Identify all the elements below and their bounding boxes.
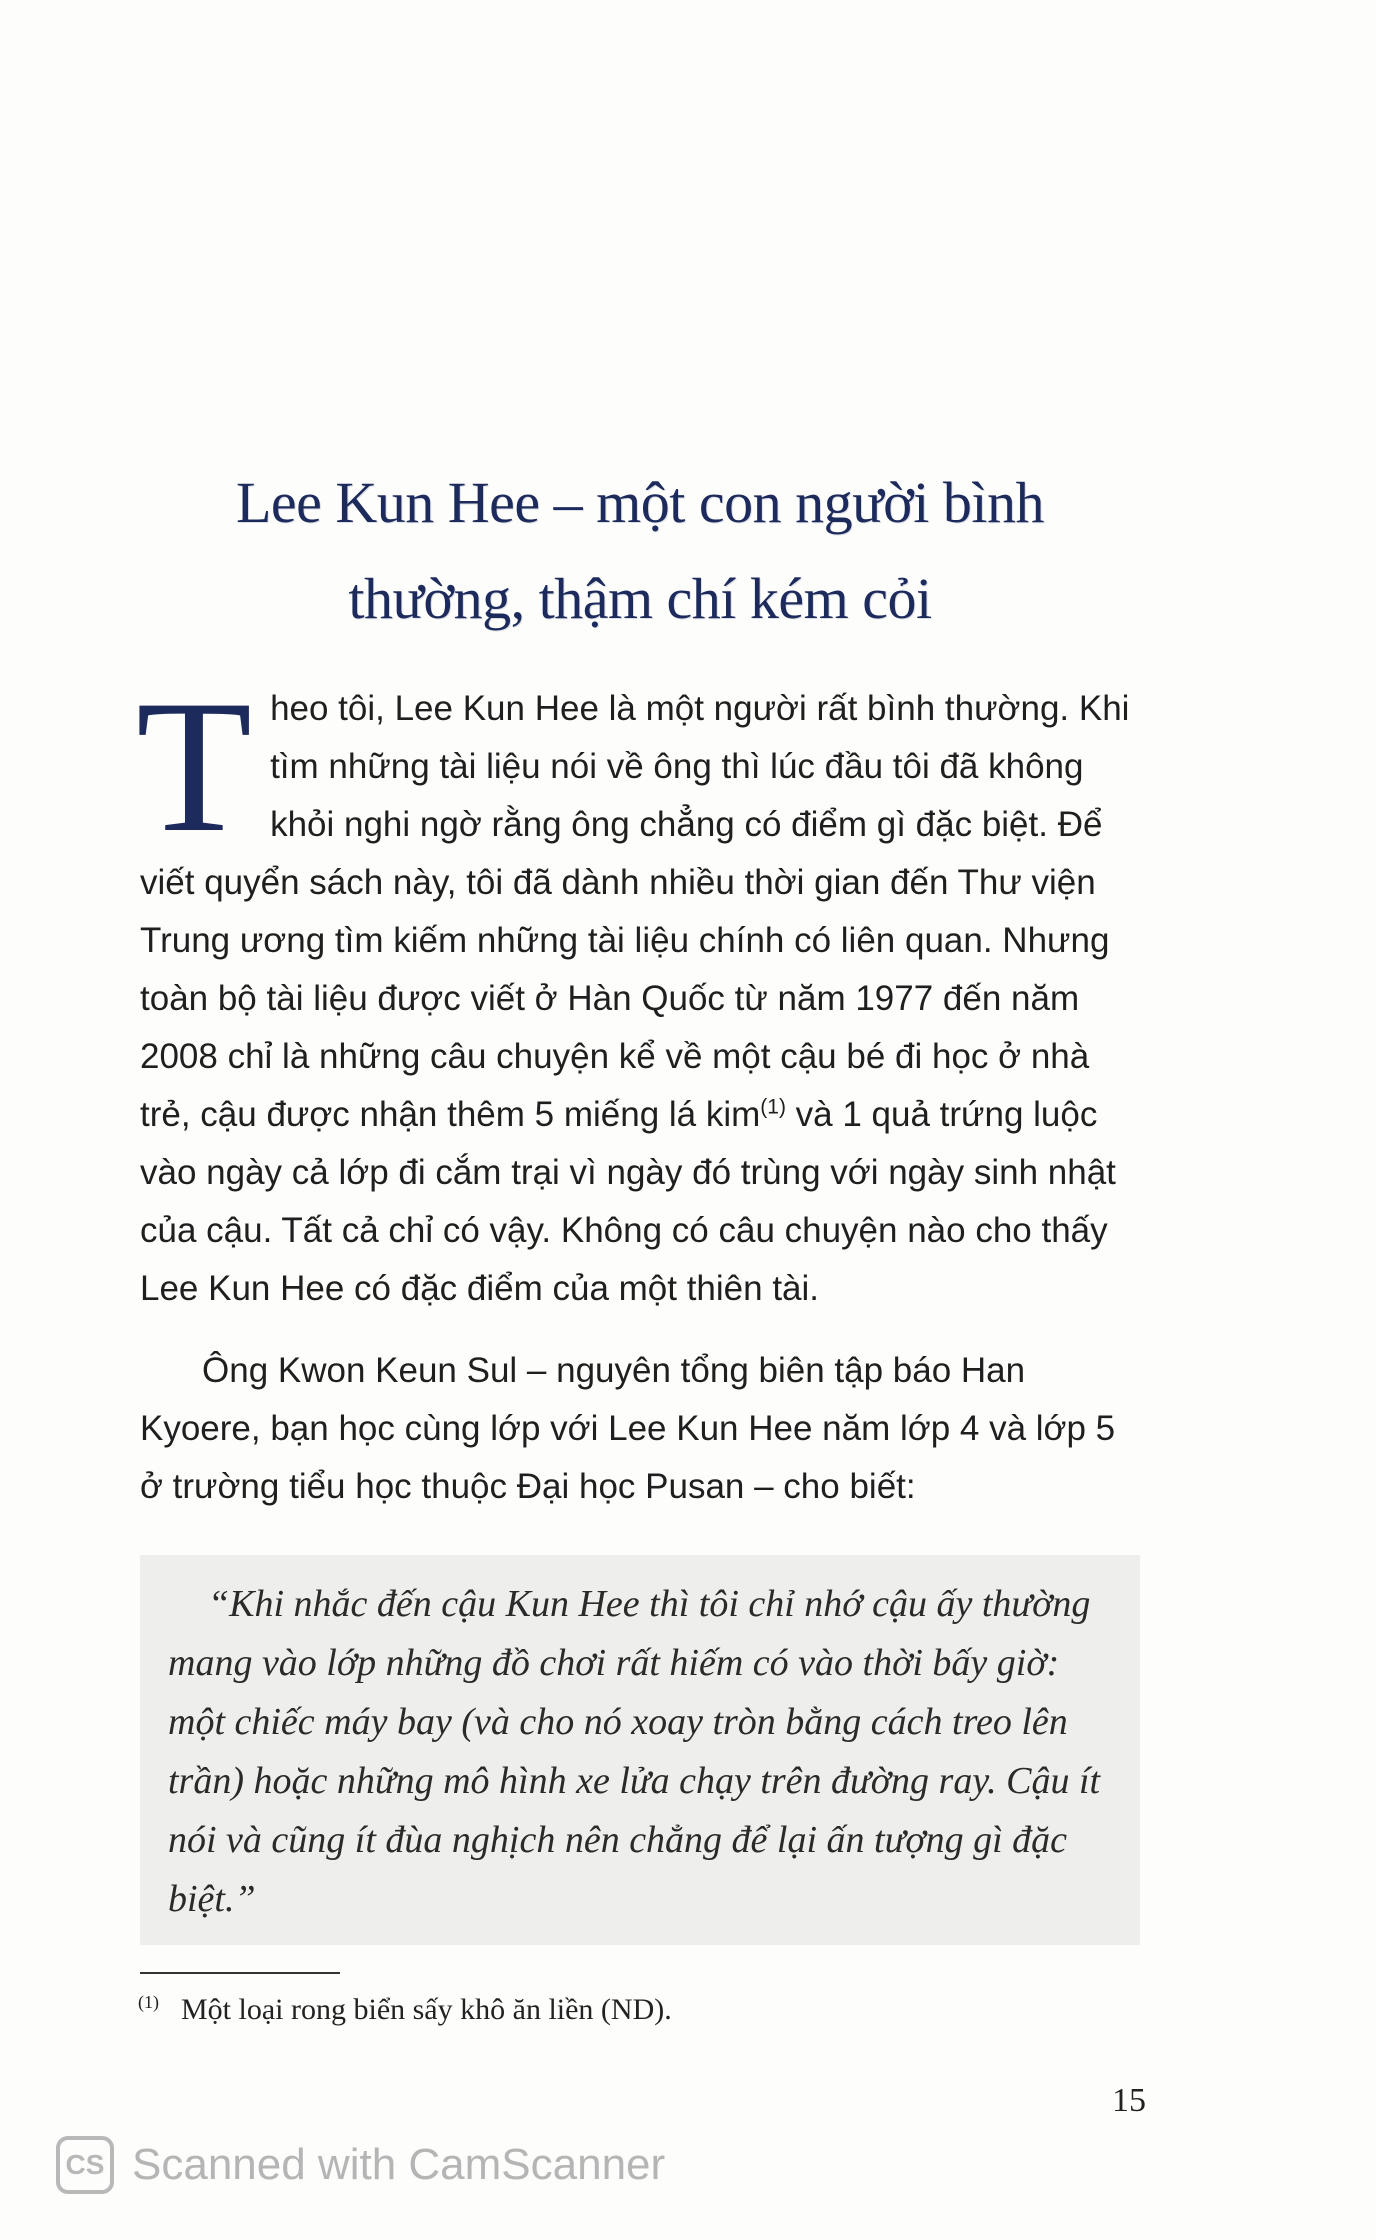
paragraph-1-text-b: và 1 quả trứng luộc vào ngày cả lớp đi cắm trại vì ngày đó trùng với ngày sinh nhật của cậu. Tất cả chỉ có vậy. Không có câu chuyện nào cho thấy Lee Kun Hee có đặc điểm của một thiên tài. bbox=[140, 1095, 1116, 1308]
footnote-reference: (1) bbox=[760, 1095, 786, 1119]
footnote bbox=[138, 1990, 672, 2030]
chapter-title-line-2: thường, thậm chí kém cỏi bbox=[348, 566, 932, 631]
footnote-text: Một loại rong biển sấy khô ăn liền (ND). bbox=[181, 1993, 672, 2026]
scanner-watermark bbox=[56, 2130, 665, 2200]
paragraph-1-text-a: heo tôi, Lee Kun Hee là một người rất bình thường. Khi tìm những tài liệu nói về ông thì lúc đầu tôi đã không khỏi nghi ngờ rằng ông chẳng có điểm gì đặc biệt. Để viết quyển sách này, tôi đã dành nhiều thời gian đến Thư viện Trung ương tìm kiếm những tài liệu chính có liên quan. Nhưng toàn bộ tài liệu được viết ở Hàn Quốc từ năm 1977 đến năm 2008 chỉ là những câu chuyện kể về một cậu bé đi học ở nhà trẻ, cậu được nhận thêm 5 miếng lá kim bbox=[140, 689, 1130, 1134]
drop-cap: T bbox=[136, 662, 253, 872]
chapter-title-line-1: Lee Kun Hee – một con người bình bbox=[236, 470, 1044, 535]
page-number: 15 bbox=[1112, 2082, 1146, 2119]
paragraph-2: Ông Kwon Keun Sul – nguyên tổng biên tập báo Han Kyoere, bạn học cùng lớp với Lee Kun Hee năm lớp 4 và lớp 5 ở trường tiểu học thuộc Đại học Pusan – cho biết: bbox=[140, 1351, 1116, 1506]
chapter-title bbox=[140, 455, 1140, 647]
paragraph-1 bbox=[136, 662, 1140, 1318]
watermark-text: Scanned with CamScanner bbox=[132, 2140, 666, 2189]
quote-text: “Khi nhắc đến cậu Kun Hee thì tôi chỉ nhớ cậu ấy thường mang vào lớp những đồ chơi rất hiếm có vào thời bấy giờ: một chiếc máy bay (và cho nó xoay tròn bằng cách treo lên trần) hoặc những mô hình xe lửa chạy trên đường ray. Cậu ít nói và cũng ít đùa nghịch nên chẳng để lại ấn tượng gì đặc biệt.” bbox=[168, 1583, 1101, 1920]
footnote-mark: (1) bbox=[138, 1992, 159, 2012]
footnote-divider bbox=[140, 1972, 340, 1974]
quote-block bbox=[140, 1555, 1140, 1945]
camscanner-logo-icon: CS bbox=[56, 2136, 114, 2194]
